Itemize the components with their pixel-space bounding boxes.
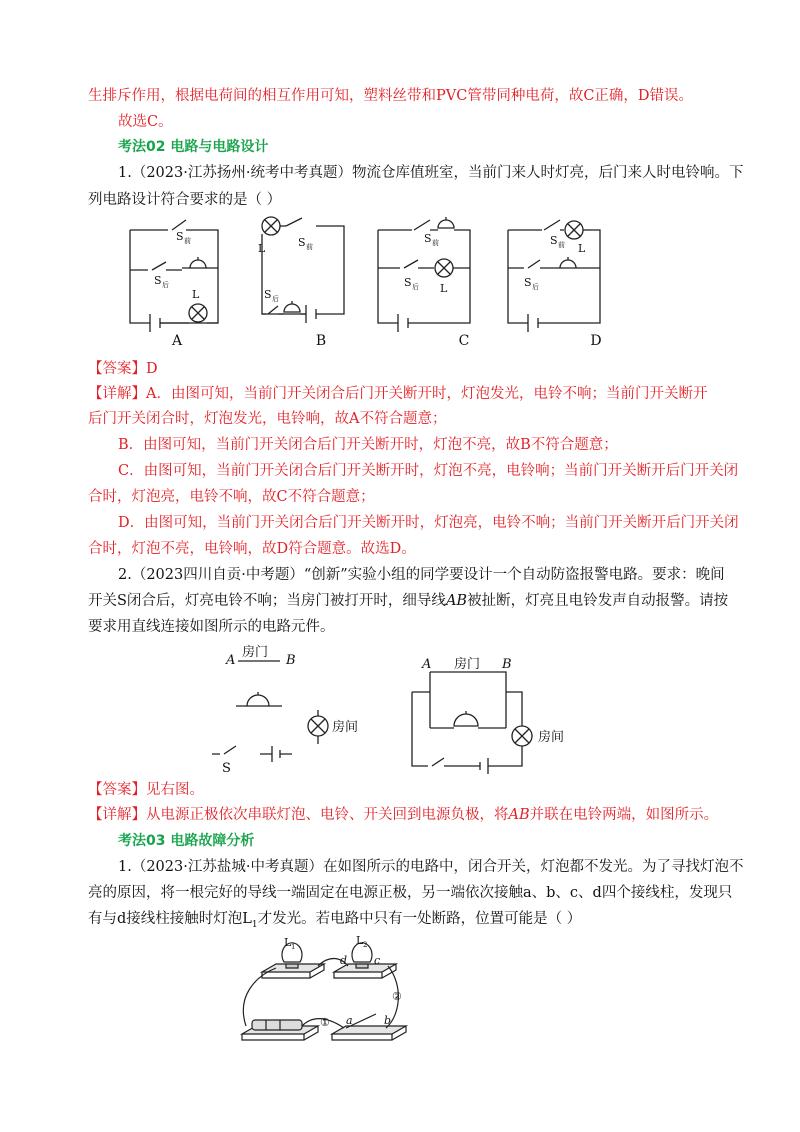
svg-text:房门: 房门 <box>242 645 269 660</box>
svg-text:L: L <box>440 282 448 295</box>
svg-text:L: L <box>578 242 586 255</box>
svg-text:②: ② <box>392 990 402 1003</box>
q1-detail-d1: D．由图可知，当前门开关闭合后门开关断开时，灯泡亮，电铃不响；当前门开关断开后门开关闭 <box>118 515 739 531</box>
svg-text:1: 1 <box>291 943 296 951</box>
svg-text:①: ① <box>320 1016 330 1029</box>
svg-text:L: L <box>356 934 364 947</box>
q1-circuit-c <box>372 210 482 328</box>
q1-circuit-d <box>502 210 610 328</box>
svg-text:房间: 房间 <box>538 730 565 745</box>
svg-text:L: L <box>284 936 292 949</box>
q2-text-line2: 开关S闭合后，灯亮电铃不响；当房门被打开时，细导线AB被扯断，灯亮且电铃发声自动报警。请按 <box>88 593 729 609</box>
q2-answer-circuit <box>404 652 604 776</box>
svg-text:2: 2 <box>363 941 368 949</box>
svg-text:c: c <box>374 954 381 967</box>
svg-text:A: A <box>226 653 236 668</box>
svg-text:后: 后 <box>272 295 279 303</box>
q2-text-line3: 要求用直线连接如图所示的电路元件。 <box>88 619 335 635</box>
q1-detail-a1: 【详解】A．由图可知，当前门开关闭合后门开关断开时，灯泡发光，电铃不响；当前门开关断开 <box>88 386 708 402</box>
q1-fig-label-b: B <box>315 333 327 349</box>
svg-text:前: 前 <box>432 239 439 247</box>
svg-text:S: S <box>298 236 306 249</box>
q3-circuit-figure <box>236 936 416 1054</box>
svg-text:S: S <box>550 234 558 247</box>
label-s-back: S <box>154 274 162 287</box>
q1-fig-label-a: A <box>171 333 183 349</box>
svg-text:B: B <box>286 653 296 668</box>
label-lamp: L <box>192 288 200 301</box>
q3-text-line3: 有与d接线柱接触时灯泡$L_1$才发光。若电路中只有一处断路，位置可能是（ ） <box>88 911 582 930</box>
svg-text:房间: 房间 <box>332 720 359 735</box>
q1-circuit-a <box>118 210 228 328</box>
svg-text:前: 前 <box>306 243 313 251</box>
q1-detail-a2: 后门开关闭合时，灯泡发光，电铃响，故A不符合题意； <box>88 411 447 427</box>
svg-text:房门: 房门 <box>454 657 481 672</box>
q1-circuit-b <box>254 214 354 328</box>
q1-text-line1: 1.（2023·江苏扬州·统考中考真题）物流仓库值班室，当前门来人时灯亮，后门来人时电铃响。下 <box>118 165 744 181</box>
svg-text:后: 后 <box>532 283 539 291</box>
svg-text:前: 前 <box>558 241 565 249</box>
q1-fig-label-c: C <box>458 333 470 349</box>
svg-text:a: a <box>346 1014 353 1027</box>
svg-text:后: 后 <box>412 283 419 291</box>
section-heading-03: 考法03 电路故障分析 <box>118 833 255 849</box>
q1-detail-c2: 合时，灯泡亮，电铃不响，故C不符合题意； <box>88 489 375 505</box>
prev-explanation-line: 生排斥作用，根据电荷间的相互作用可知，塑料丝带和PVC管带同种电荷，故C正确，D错误。 <box>88 88 694 104</box>
svg-text:S: S <box>524 276 532 289</box>
q1-answer: 【答案】D <box>88 361 158 377</box>
q2-detail: 【详解】从电源正极依次串联灯泡、电铃、开关回到电源负极，将AB并联在电铃两端，如图所示。 <box>88 807 719 823</box>
q1-detail-d2: 合时，灯泡不亮，电铃响，故D符合题意。故选D。 <box>88 541 416 557</box>
q1-fig-label-d: D <box>590 333 602 349</box>
svg-text:L: L <box>258 242 266 255</box>
q1-detail-c1: C．由图可知，当前门开关闭合后门开关断开时，灯泡不亮，电铃响；当前门开关断开后门开关闭 <box>118 463 739 479</box>
q2-components-figure <box>212 638 359 776</box>
svg-text:b: b <box>384 1014 392 1027</box>
section-heading-02: 考法02 电路与电路设计 <box>118 139 269 155</box>
prev-choice: 故选C。 <box>118 114 173 130</box>
q2-answer: 【答案】见右图。 <box>88 782 204 798</box>
q1-text-line2: 列电路设计符合要求的是（ ） <box>88 192 282 208</box>
svg-text:A: A <box>422 657 432 672</box>
svg-text:S: S <box>222 761 231 776</box>
q3-text-line2: 亮的原因，将一根完好的导线一端固定在电源正极，另一端依次接触a、b、c、d四个接线柱，发现只 <box>88 885 733 901</box>
label-s-front: S <box>176 230 184 243</box>
svg-text:S: S <box>404 276 412 289</box>
q2-text-line1: 2.（2023四川自贡·中考题）“创新”实验小组的同学要设计一个自动防盗报警电路。要求：晚间 <box>118 567 725 583</box>
svg-text:S: S <box>424 232 432 245</box>
q3-text-line1: 1.（2023·江苏盐城·中考真题）在如图所示的电路中，闭合开关，灯泡都不发光。为了寻找灯泡不 <box>118 859 744 875</box>
svg-text:S: S <box>264 288 272 301</box>
label-s-front-sub: 前 <box>184 237 191 245</box>
svg-text:d: d <box>340 954 348 967</box>
q1-detail-b: B．由图可知，当前门开关闭合后门开关断开时，灯泡不亮，故B不符合题意； <box>118 437 618 453</box>
svg-text:B: B <box>502 657 512 672</box>
label-s-back-sub: 后 <box>162 281 169 289</box>
